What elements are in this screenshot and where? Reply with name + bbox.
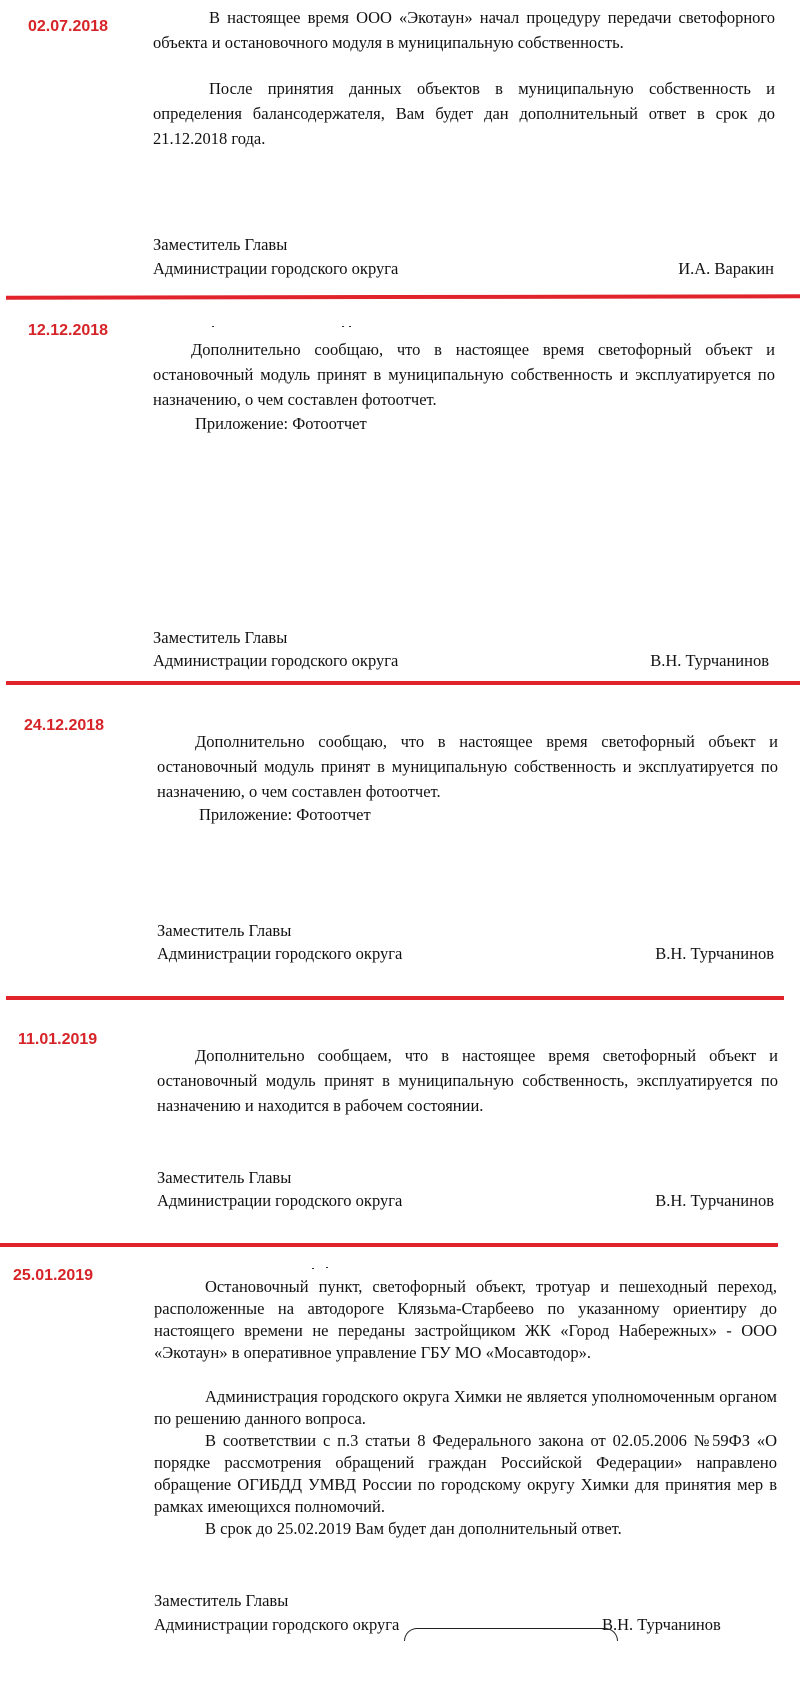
section-divider — [6, 294, 800, 299]
scan-artifact — [326, 1267, 328, 1268]
letter-paragraph: После принятия данных объектов в муниципальную собственность и определения балансодержателя, Вам будет дан дополнительный ответ в срок до 21.12.2018 года. — [153, 79, 775, 148]
signature-title: Администрации городского округа — [153, 259, 399, 278]
signature-title: Администрации городского округа — [157, 1191, 403, 1210]
letter-paragraph: В срок до 25.02.2019 Вам будет дан дополнительный ответ. — [205, 1519, 622, 1538]
scan-artifact — [312, 1268, 314, 1269]
letter-paragraph: В настоящее время ООО «Экотаун» начал процедуру передачи светофорного объекта и остановочного модуля в муниципальную собственность. — [153, 8, 775, 52]
letter-paragraph: В соответствии с п.3 статьи 8 Федерального закона от 02.05.2006 №59ФЗ «О порядке рассмотрения обращений граждан Российской Федерации» направлено обращение ОГИБДД УМВД России по городскому округу Химки для принятия мер в рамках имеющихся полномочий. — [154, 1431, 777, 1516]
signatory-name: В.Н. Турчанинов — [655, 1191, 774, 1210]
signature-title: Администрации городского округа — [154, 1615, 400, 1634]
signature-title: Заместитель Главы — [157, 1168, 292, 1187]
section-date: 02.07.2018 — [28, 18, 109, 35]
signature-title: Заместитель Главы — [154, 1591, 289, 1610]
signature-title: Администрации городского округа — [157, 944, 403, 963]
section-divider — [6, 996, 784, 1000]
signatory-name: В.Н. Турчанинов — [602, 1615, 721, 1634]
letter-paragraph: Администрация городского округа Химки не является уполномоченным органом по решению данного вопроса. — [154, 1387, 777, 1428]
section-divider — [0, 1243, 778, 1247]
signature-title: Заместитель Главы — [153, 628, 288, 647]
attachment-note: Приложение: Фотоотчет — [199, 805, 371, 824]
scan-artifact — [342, 326, 344, 327]
letter-paragraph: Дополнительно сообщаем, что в настоящее время светофорный объект и остановочный модуль принят в муниципальную собственность, эксплуатируется по назначению и находится в рабочем состоянии. — [157, 1046, 778, 1115]
signature-title: Заместитель Главы — [153, 235, 288, 254]
letter-paragraph: Дополнительно сообщаю, что в настоящее время светофорный объект и остановочный модуль принят в муниципальную собственность и эксплуатируется по назначению, о чем составлен фотоотчет. — [157, 732, 778, 801]
section-date: 24.12.2018 — [24, 717, 105, 734]
signature-title: Заместитель Главы — [157, 921, 292, 940]
scan-artifact — [349, 326, 351, 327]
letter-paragraph: Остановочный пункт, светофорный объект, тротуар и пешеходный переход, расположенные на автодороге Клязьма-Старбеево по указанному ориентиру до настоящего времени не переданы застройщиком ЖК «Город Набережных» - ООО «Экотаун» в оперативное управление ГБУ МО «Мосавтодор». — [154, 1277, 777, 1362]
section-date: 12.12.2018 — [28, 322, 109, 339]
scan-artifact — [212, 326, 214, 327]
attachment-note: Приложение: Фотоотчет — [195, 414, 367, 433]
signatory-name: В.Н. Турчанинов — [650, 651, 769, 670]
signature-title: Администрации городского округа — [153, 651, 399, 670]
section-date: 11.01.2019 — [18, 1031, 98, 1048]
signatory-name: В.Н. Турчанинов — [655, 944, 774, 963]
stamp-mark — [404, 1628, 618, 1641]
signatory-name: И.А. Варакин — [678, 259, 774, 278]
section-date: 25.01.2019 — [13, 1267, 94, 1284]
letter-paragraph: Дополнительно сообщаю, что в настоящее время светофорный объект и остановочный модуль принят в муниципальную собственность и эксплуатируется по назначению, о чем составлен фотоотчет. — [153, 340, 775, 409]
section-divider — [6, 681, 800, 685]
